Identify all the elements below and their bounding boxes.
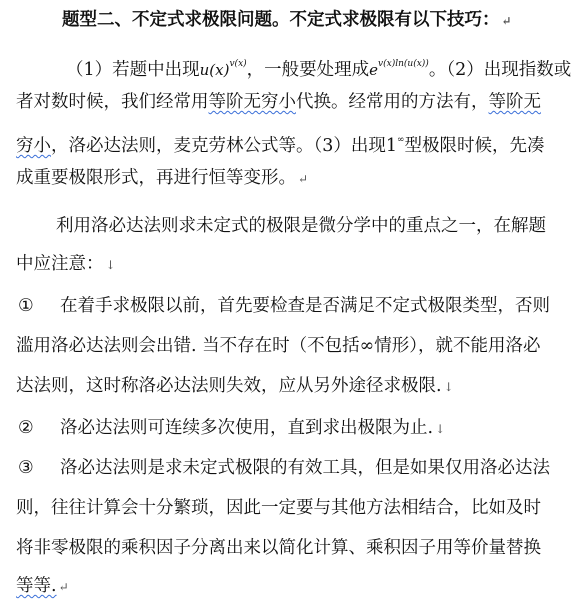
paragraph-mark: ↵ xyxy=(501,14,512,28)
item3-line3 xyxy=(16,536,576,560)
para1-text-a: （1）若题中出现 xyxy=(66,60,200,80)
item2-l1-text: 洛必达法则可连续多次使用，直到求出极限为止. xyxy=(60,418,434,438)
para1-text-c: 。（2）出现指数或 xyxy=(428,60,572,80)
item1-l2-text: 滥用洛必达法则会出错. 当不存在时（不包括∞情形），就不能用洛必 xyxy=(16,336,541,356)
para2-line2 xyxy=(16,252,576,277)
item1-l1-text: 在着手求极限以前，首先要检查是否满足不定式极限类型，否则 xyxy=(60,296,550,316)
para1-l3-text-b: 型极限时候，先凑 xyxy=(404,136,545,156)
section-heading xyxy=(62,8,576,33)
math-exp: $e^{v(x)ln(u(x))}$ xyxy=(369,59,429,79)
infinity-superscript: ∞ xyxy=(397,135,405,145)
item1-line3 xyxy=(16,374,576,399)
para1-line3 xyxy=(16,128,576,158)
paragraph-mark: ↵ xyxy=(58,580,69,594)
para1-line1 xyxy=(66,52,576,82)
para1-l4-text: 成重要极限形式，再进行恒等变形。 xyxy=(16,168,296,188)
item1-line1 xyxy=(18,294,576,318)
para2-line1 xyxy=(56,214,576,238)
para1-l3-text-a: ，洛必达法则，麦克劳林公式等。（3）出现1 xyxy=(51,136,398,156)
para1-text-b: ，一般要处理成 xyxy=(246,60,370,80)
item3-line1 xyxy=(18,456,576,480)
heading-text: 题型二、不定式求极限问题。不定式求极限有以下技巧： xyxy=(62,10,500,30)
item3-l3-text: 将非零极限的乘积因子分离出来以简化计算、乘积因子用等价量替换 xyxy=(16,538,541,558)
para2-l2-text: 中应注意： xyxy=(16,254,104,274)
item3-line2 xyxy=(16,496,576,520)
item2-line1 xyxy=(18,416,576,441)
para2-l1-text: 利用洛必达法则求未定式的极限是微分学中的重点之一，在解题 xyxy=(56,216,546,236)
line-break-mark: ↓ xyxy=(443,380,454,394)
item1-number: ① xyxy=(18,296,34,316)
para1-l2-text-b: 代换。经常用的方法有， xyxy=(296,92,489,112)
para1-l3-wavy-text: 穷小 xyxy=(16,136,51,156)
item3-number: ③ xyxy=(18,458,34,478)
item3-l2-text: 则，往往计算会十分繁琐，因此一定要与其他方法相结合，比如及时 xyxy=(16,498,541,518)
item3-l1-text: 洛必达法则是求未定式极限的有效工具，但是如果仅用洛必达法 xyxy=(60,458,550,478)
item3-line4 xyxy=(16,574,576,599)
para1-l2-wavy-text: 等阶无穷小 xyxy=(208,92,296,112)
line-break-mark: ↓ xyxy=(435,422,446,436)
para1-line2 xyxy=(16,90,576,114)
item1-line2 xyxy=(16,334,576,358)
para1-l2-text-a: 者对数时候，我们经常用 xyxy=(16,92,209,112)
item3-l4-text: 等等. xyxy=(16,576,57,596)
item1-l3-text: 达法则，这时称洛必达法则失效，应从另外途径求极限. xyxy=(16,376,442,396)
line-break-mark: ↓ xyxy=(105,258,116,272)
para1-line4 xyxy=(16,166,576,191)
item2-number: ② xyxy=(18,418,34,438)
paragraph-mark: ↵ xyxy=(298,172,309,186)
para1-l2-wavy-text-2: 等阶无 xyxy=(488,92,541,112)
math-u-x: $u(x)^{v(x)}$ xyxy=(199,59,247,79)
